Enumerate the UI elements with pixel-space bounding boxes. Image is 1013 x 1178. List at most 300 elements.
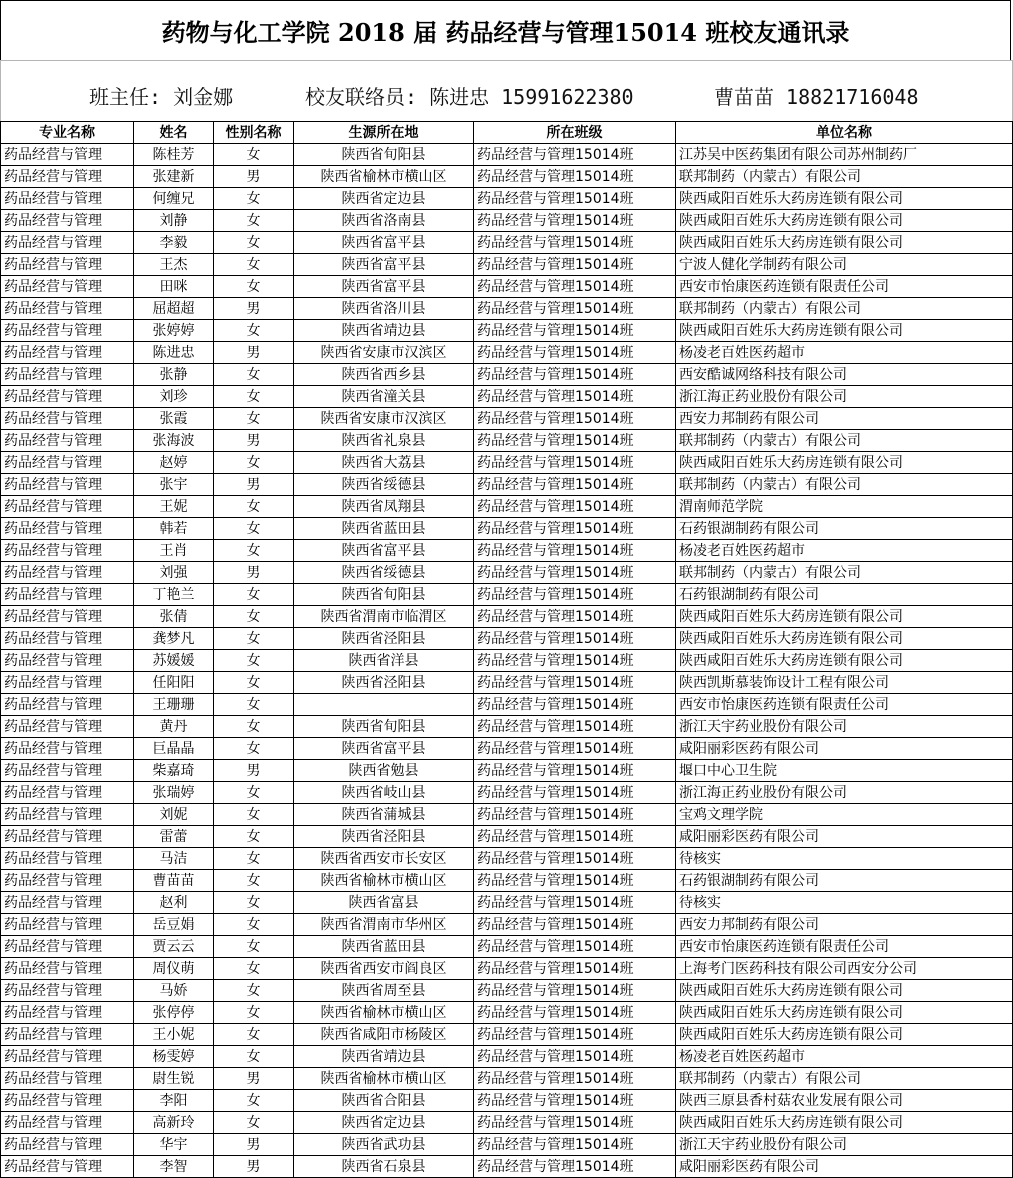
cell-name: 雷蕾 — [134, 826, 214, 848]
cell-major: 药品经营与管理 — [1, 188, 134, 210]
cell-class: 药品经营与管理15014班 — [474, 958, 676, 980]
cell-name: 龚梦凡 — [134, 628, 214, 650]
cell-gender: 女 — [214, 188, 294, 210]
cell-name: 王妮 — [134, 496, 214, 518]
cell-origin: 陕西省旬阳县 — [294, 584, 474, 606]
table-header-row — [1, 122, 1013, 144]
cell-class: 药品经营与管理15014班 — [474, 1068, 676, 1090]
table-row — [1, 870, 1013, 892]
cell-class: 药品经营与管理15014班 — [474, 738, 676, 760]
cell-major: 药品经营与管理 — [1, 1090, 134, 1112]
cell-employer: 陕西三原县香村菇农业发展有限公司 — [676, 1090, 1013, 1112]
cell-class: 药品经营与管理15014班 — [474, 1134, 676, 1156]
cell-origin — [294, 694, 474, 716]
cell-major: 药品经营与管理 — [1, 298, 134, 320]
header-gender: 性别名称 — [214, 122, 294, 144]
table-row — [1, 364, 1013, 386]
table-row — [1, 540, 1013, 562]
cell-major: 药品经营与管理 — [1, 254, 134, 276]
table-row — [1, 1046, 1013, 1068]
cell-gender: 女 — [214, 914, 294, 936]
cell-name: 周仪萌 — [134, 958, 214, 980]
cell-name: 张宇 — [134, 474, 214, 496]
cell-major: 药品经营与管理 — [1, 320, 134, 342]
table-row — [1, 408, 1013, 430]
cell-major: 药品经营与管理 — [1, 386, 134, 408]
cell-gender: 男 — [214, 166, 294, 188]
cell-major: 药品经营与管理 — [1, 518, 134, 540]
cell-origin: 陕西省石泉县 — [294, 1156, 474, 1178]
cell-class: 药品经营与管理15014班 — [474, 760, 676, 782]
cell-gender: 女 — [214, 958, 294, 980]
cell-gender: 男 — [214, 342, 294, 364]
cell-employer: 陕西咸阳百姓乐大药房连锁有限公司 — [676, 628, 1013, 650]
cell-origin: 陕西省富县 — [294, 892, 474, 914]
table-row — [1, 562, 1013, 584]
cell-name: 何缠兄 — [134, 188, 214, 210]
table-row — [1, 716, 1013, 738]
cell-name: 华宇 — [134, 1134, 214, 1156]
table-row — [1, 320, 1013, 342]
cell-employer: 宁波人健化学制药有限公司 — [676, 254, 1013, 276]
cell-origin: 陕西省合阳县 — [294, 1090, 474, 1112]
head-teacher: 班主任: 刘金娜 — [89, 85, 234, 109]
cell-employer: 待核实 — [676, 892, 1013, 914]
cell-name: 黄丹 — [134, 716, 214, 738]
cell-major: 药品经营与管理 — [1, 980, 134, 1002]
cell-employer: 陕西咸阳百姓乐大药房连锁有限公司 — [676, 650, 1013, 672]
cell-major: 药品经营与管理 — [1, 848, 134, 870]
cell-major: 药品经营与管理 — [1, 452, 134, 474]
cell-class: 药品经营与管理15014班 — [474, 1112, 676, 1134]
cell-major: 药品经营与管理 — [1, 1156, 134, 1178]
cell-major: 药品经营与管理 — [1, 210, 134, 232]
cell-name: 田咪 — [134, 276, 214, 298]
cell-name: 刘强 — [134, 562, 214, 584]
cell-gender: 女 — [214, 452, 294, 474]
table-row — [1, 496, 1013, 518]
cell-employer: 江苏吴中医药集团有限公司苏州制药厂 — [676, 144, 1013, 166]
cell-major: 药品经营与管理 — [1, 914, 134, 936]
cell-major: 药品经营与管理 — [1, 672, 134, 694]
cell-origin: 陕西省绥德县 — [294, 562, 474, 584]
cell-employer: 陕西咸阳百姓乐大药房连锁有限公司 — [676, 210, 1013, 232]
cell-origin: 陕西省富平县 — [294, 738, 474, 760]
cell-class: 药品经营与管理15014班 — [474, 1046, 676, 1068]
cell-gender: 女 — [214, 232, 294, 254]
cell-origin: 陕西省渭南市临渭区 — [294, 606, 474, 628]
cell-major: 药品经营与管理 — [1, 738, 134, 760]
cell-employer: 浙江天宇药业股份有限公司 — [676, 716, 1013, 738]
cell-gender: 女 — [214, 716, 294, 738]
cell-employer: 浙江海正药业股份有限公司 — [676, 782, 1013, 804]
cell-gender: 女 — [214, 782, 294, 804]
cell-gender: 女 — [214, 672, 294, 694]
table-row — [1, 474, 1013, 496]
table-row — [1, 804, 1013, 826]
cell-gender: 女 — [214, 804, 294, 826]
cell-name: 陈桂芳 — [134, 144, 214, 166]
cell-gender: 女 — [214, 408, 294, 430]
cell-name: 曹苗苗 — [134, 870, 214, 892]
cell-major: 药品经营与管理 — [1, 430, 134, 452]
cell-employer: 联邦制药（内蒙古）有限公司 — [676, 562, 1013, 584]
cell-origin: 陕西省勉县 — [294, 760, 474, 782]
table-row — [1, 1068, 1013, 1090]
cell-origin: 陕西省榆林市横山区 — [294, 1002, 474, 1024]
cell-major: 药品经营与管理 — [1, 364, 134, 386]
cell-origin: 陕西省旬阳县 — [294, 716, 474, 738]
cell-class: 药品经营与管理15014班 — [474, 518, 676, 540]
roster-table — [0, 121, 1013, 1178]
cell-gender: 男 — [214, 474, 294, 496]
cell-origin: 陕西省咸阳市杨陵区 — [294, 1024, 474, 1046]
cell-class: 药品经营与管理15014班 — [474, 232, 676, 254]
cell-major: 药品经营与管理 — [1, 1046, 134, 1068]
page-title: 药物与化工学院 2018 届 药品经营与管理15014 班校友通讯录 — [0, 0, 1011, 60]
cell-origin: 陕西省西安市阎良区 — [294, 958, 474, 980]
cell-gender: 女 — [214, 1002, 294, 1024]
cell-name: 柴嘉琦 — [134, 760, 214, 782]
cell-origin: 陕西省榆林市横山区 — [294, 1068, 474, 1090]
cell-gender: 女 — [214, 738, 294, 760]
table-row — [1, 584, 1013, 606]
cell-employer: 渭南师范学院 — [676, 496, 1013, 518]
cell-major: 药品经营与管理 — [1, 144, 134, 166]
cell-class: 药品经营与管理15014班 — [474, 430, 676, 452]
cell-gender: 男 — [214, 430, 294, 452]
cell-origin: 陕西省蓝田县 — [294, 518, 474, 540]
cell-employer: 西安力邦制药有限公司 — [676, 408, 1013, 430]
cell-major: 药品经营与管理 — [1, 166, 134, 188]
cell-name: 岳豆娟 — [134, 914, 214, 936]
table-row — [1, 452, 1013, 474]
cell-class: 药品经营与管理15014班 — [474, 144, 676, 166]
table-row — [1, 892, 1013, 914]
cell-major: 药品经营与管理 — [1, 1134, 134, 1156]
cell-gender: 女 — [214, 386, 294, 408]
cell-class: 药品经营与管理15014班 — [474, 782, 676, 804]
cell-employer: 西安力邦制药有限公司 — [676, 914, 1013, 936]
cell-employer: 西安市怡康医药连锁有限责任公司 — [676, 694, 1013, 716]
cell-gender: 女 — [214, 254, 294, 276]
table-row — [1, 342, 1013, 364]
table-row — [1, 1090, 1013, 1112]
cell-gender: 女 — [214, 1090, 294, 1112]
header-class: 所在班级 — [474, 122, 676, 144]
cell-gender: 女 — [214, 276, 294, 298]
cell-name: 张海波 — [134, 430, 214, 452]
cell-class: 药品经营与管理15014班 — [474, 562, 676, 584]
cell-employer: 浙江海正药业股份有限公司 — [676, 386, 1013, 408]
table-row — [1, 518, 1013, 540]
table-row — [1, 1002, 1013, 1024]
cell-class: 药品经营与管理15014班 — [474, 1156, 676, 1178]
cell-class: 药品经营与管理15014班 — [474, 804, 676, 826]
cell-origin: 陕西省西乡县 — [294, 364, 474, 386]
cell-class: 药品经营与管理15014班 — [474, 892, 676, 914]
cell-major: 药品经营与管理 — [1, 650, 134, 672]
cell-gender: 男 — [214, 1068, 294, 1090]
cell-name: 高新玲 — [134, 1112, 214, 1134]
cell-class: 药品经营与管理15014班 — [474, 848, 676, 870]
cell-employer: 陕西咸阳百姓乐大药房连锁有限公司 — [676, 320, 1013, 342]
cell-class: 药品经营与管理15014班 — [474, 584, 676, 606]
table-row — [1, 628, 1013, 650]
cell-major: 药品经营与管理 — [1, 496, 134, 518]
cell-origin: 陕西省洛南县 — [294, 210, 474, 232]
cell-class: 药品经营与管理15014班 — [474, 496, 676, 518]
cell-name: 李阳 — [134, 1090, 214, 1112]
cell-origin: 陕西省富平县 — [294, 232, 474, 254]
cell-class: 药品经营与管理15014班 — [474, 716, 676, 738]
cell-class: 药品经营与管理15014班 — [474, 672, 676, 694]
table-row — [1, 738, 1013, 760]
cell-origin: 陕西省蒲城县 — [294, 804, 474, 826]
header-origin: 生源所在地 — [294, 122, 474, 144]
cell-name: 任阳阳 — [134, 672, 214, 694]
cell-gender: 女 — [214, 694, 294, 716]
cell-major: 药品经营与管理 — [1, 628, 134, 650]
cell-class: 药品经营与管理15014班 — [474, 210, 676, 232]
table-row — [1, 1112, 1013, 1134]
cell-employer: 陕西凯斯慕装饰设计工程有限公司 — [676, 672, 1013, 694]
cell-class: 药品经营与管理15014班 — [474, 166, 676, 188]
cell-gender: 女 — [214, 606, 294, 628]
table-row — [1, 254, 1013, 276]
cell-gender: 女 — [214, 1112, 294, 1134]
cell-gender: 女 — [214, 980, 294, 1002]
cell-major: 药品经营与管理 — [1, 804, 134, 826]
cell-major: 药品经营与管理 — [1, 782, 134, 804]
cell-origin: 陕西省大荔县 — [294, 452, 474, 474]
cell-name: 张瑞婷 — [134, 782, 214, 804]
cell-class: 药品经营与管理15014班 — [474, 628, 676, 650]
table-row — [1, 144, 1013, 166]
cell-employer: 石药银湖制药有限公司 — [676, 870, 1013, 892]
table-row — [1, 386, 1013, 408]
cell-class: 药品经营与管理15014班 — [474, 474, 676, 496]
cell-major: 药品经营与管理 — [1, 760, 134, 782]
cell-origin: 陕西省富平县 — [294, 254, 474, 276]
cell-employer: 待核实 — [676, 848, 1013, 870]
contact-line — [0, 60, 1013, 121]
table-row — [1, 694, 1013, 716]
cell-class: 药品经营与管理15014班 — [474, 694, 676, 716]
cell-class: 药品经营与管理15014班 — [474, 276, 676, 298]
cell-origin: 陕西省周至县 — [294, 980, 474, 1002]
table-row — [1, 914, 1013, 936]
table-row — [1, 276, 1013, 298]
table-row — [1, 1024, 1013, 1046]
cell-class: 药品经营与管理15014班 — [474, 1002, 676, 1024]
cell-name: 赵利 — [134, 892, 214, 914]
cell-employer: 石药银湖制药有限公司 — [676, 584, 1013, 606]
cell-name: 张霞 — [134, 408, 214, 430]
cell-employer: 宝鸡文理学院 — [676, 804, 1013, 826]
cell-name: 巨晶晶 — [134, 738, 214, 760]
cell-gender: 女 — [214, 826, 294, 848]
cell-class: 药品经营与管理15014班 — [474, 870, 676, 892]
cell-employer: 石药银湖制药有限公司 — [676, 518, 1013, 540]
cell-employer: 陕西咸阳百姓乐大药房连锁有限公司 — [676, 980, 1013, 1002]
cell-origin: 陕西省凤翔县 — [294, 496, 474, 518]
cell-major: 药品经营与管理 — [1, 1002, 134, 1024]
cell-origin: 陕西省武功县 — [294, 1134, 474, 1156]
cell-class: 药品经营与管理15014班 — [474, 1024, 676, 1046]
table-row — [1, 606, 1013, 628]
table-row — [1, 848, 1013, 870]
cell-origin: 陕西省礼泉县 — [294, 430, 474, 452]
table-row — [1, 826, 1013, 848]
cell-employer: 西安市怡康医药连锁有限责任公司 — [676, 936, 1013, 958]
cell-gender: 男 — [214, 562, 294, 584]
table-row — [1, 958, 1013, 980]
alumni-liaison-2: 曹苗苗 18821716048 — [714, 85, 919, 109]
cell-name: 刘珍 — [134, 386, 214, 408]
cell-name: 刘静 — [134, 210, 214, 232]
table-row — [1, 166, 1013, 188]
cell-gender: 女 — [214, 628, 294, 650]
cell-origin: 陕西省旬阳县 — [294, 144, 474, 166]
cell-class: 药品经营与管理15014班 — [474, 936, 676, 958]
cell-name: 张倩 — [134, 606, 214, 628]
cell-origin: 陕西省富平县 — [294, 540, 474, 562]
cell-origin: 陕西省泾阳县 — [294, 628, 474, 650]
cell-major: 药品经营与管理 — [1, 1068, 134, 1090]
cell-name: 屈超超 — [134, 298, 214, 320]
cell-gender: 女 — [214, 650, 294, 672]
cell-name: 王小妮 — [134, 1024, 214, 1046]
cell-employer: 陕西咸阳百姓乐大药房连锁有限公司 — [676, 452, 1013, 474]
table-body — [1, 144, 1013, 1178]
cell-employer: 陕西咸阳百姓乐大药房连锁有限公司 — [676, 188, 1013, 210]
cell-origin: 陕西省安康市汉滨区 — [294, 408, 474, 430]
cell-class: 药品经营与管理15014班 — [474, 188, 676, 210]
cell-origin: 陕西省安康市汉滨区 — [294, 342, 474, 364]
cell-employer: 咸阳丽彩医药有限公司 — [676, 1156, 1013, 1178]
cell-employer: 陕西咸阳百姓乐大药房连锁有限公司 — [676, 1024, 1013, 1046]
cell-major: 药品经营与管理 — [1, 540, 134, 562]
cell-major: 药品经营与管理 — [1, 958, 134, 980]
cell-employer: 杨凌老百姓医药超市 — [676, 1046, 1013, 1068]
header-name: 姓名 — [134, 122, 214, 144]
cell-major: 药品经营与管理 — [1, 716, 134, 738]
cell-employer: 陕西咸阳百姓乐大药房连锁有限公司 — [676, 1112, 1013, 1134]
cell-employer: 咸阳丽彩医药有限公司 — [676, 826, 1013, 848]
cell-gender: 女 — [214, 144, 294, 166]
cell-name: 马洁 — [134, 848, 214, 870]
cell-origin: 陕西省洋县 — [294, 650, 474, 672]
cell-major: 药品经营与管理 — [1, 892, 134, 914]
table-row — [1, 1156, 1013, 1178]
cell-major: 药品经营与管理 — [1, 342, 134, 364]
cell-class: 药品经营与管理15014班 — [474, 408, 676, 430]
cell-class: 药品经营与管理15014班 — [474, 826, 676, 848]
cell-gender: 女 — [214, 848, 294, 870]
cell-employer: 杨凌老百姓医药超市 — [676, 540, 1013, 562]
cell-major: 药品经营与管理 — [1, 1112, 134, 1134]
cell-origin: 陕西省靖边县 — [294, 320, 474, 342]
table-row — [1, 430, 1013, 452]
cell-gender: 女 — [214, 518, 294, 540]
header-employer: 单位名称 — [676, 122, 1013, 144]
table-row — [1, 760, 1013, 782]
cell-employer: 堰口中心卫生院 — [676, 760, 1013, 782]
cell-class: 药品经营与管理15014班 — [474, 914, 676, 936]
cell-class: 药品经营与管理15014班 — [474, 452, 676, 474]
cell-name: 王珊珊 — [134, 694, 214, 716]
cell-class: 药品经营与管理15014班 — [474, 1090, 676, 1112]
cell-class: 药品经营与管理15014班 — [474, 980, 676, 1002]
table-row — [1, 1134, 1013, 1156]
cell-origin: 陕西省蓝田县 — [294, 936, 474, 958]
cell-class: 药品经营与管理15014班 — [474, 540, 676, 562]
cell-class: 药品经营与管理15014班 — [474, 606, 676, 628]
cell-employer: 西安市怡康医药连锁有限责任公司 — [676, 276, 1013, 298]
cell-origin: 陕西省靖边县 — [294, 1046, 474, 1068]
cell-major: 药品经营与管理 — [1, 1024, 134, 1046]
cell-major: 药品经营与管理 — [1, 584, 134, 606]
cell-gender: 女 — [214, 892, 294, 914]
cell-origin: 陕西省榆林市横山区 — [294, 166, 474, 188]
cell-gender: 女 — [214, 496, 294, 518]
cell-name: 王肖 — [134, 540, 214, 562]
cell-major: 药品经营与管理 — [1, 562, 134, 584]
cell-major: 药品经营与管理 — [1, 232, 134, 254]
cell-employer: 联邦制药（内蒙古）有限公司 — [676, 166, 1013, 188]
cell-name: 张建新 — [134, 166, 214, 188]
cell-employer: 杨凌老百姓医药超市 — [676, 342, 1013, 364]
cell-name: 刘妮 — [134, 804, 214, 826]
cell-name: 赵婷 — [134, 452, 214, 474]
cell-major: 药品经营与管理 — [1, 694, 134, 716]
cell-origin: 陕西省岐山县 — [294, 782, 474, 804]
cell-name: 张婷婷 — [134, 320, 214, 342]
cell-gender: 女 — [214, 936, 294, 958]
cell-employer: 联邦制药（内蒙古）有限公司 — [676, 298, 1013, 320]
cell-major: 药品经营与管理 — [1, 606, 134, 628]
cell-class: 药品经营与管理15014班 — [474, 254, 676, 276]
cell-employer: 陕西咸阳百姓乐大药房连锁有限公司 — [676, 232, 1013, 254]
header-major: 专业名称 — [1, 122, 134, 144]
cell-gender: 女 — [214, 870, 294, 892]
cell-class: 药品经营与管理15014班 — [474, 364, 676, 386]
cell-name: 马娇 — [134, 980, 214, 1002]
cell-name: 尉生锐 — [134, 1068, 214, 1090]
cell-name: 韩若 — [134, 518, 214, 540]
cell-gender: 女 — [214, 540, 294, 562]
cell-name: 李智 — [134, 1156, 214, 1178]
table-row — [1, 782, 1013, 804]
cell-origin: 陕西省渭南市华州区 — [294, 914, 474, 936]
cell-name: 王杰 — [134, 254, 214, 276]
cell-major: 药品经营与管理 — [1, 276, 134, 298]
cell-name: 丁艳兰 — [134, 584, 214, 606]
cell-gender: 男 — [214, 760, 294, 782]
table-row — [1, 210, 1013, 232]
table-row — [1, 298, 1013, 320]
cell-gender: 女 — [214, 584, 294, 606]
cell-name: 张静 — [134, 364, 214, 386]
table-row — [1, 650, 1013, 672]
cell-major: 药品经营与管理 — [1, 936, 134, 958]
cell-employer: 西安酷诚网络科技有限公司 — [676, 364, 1013, 386]
cell-gender: 女 — [214, 1046, 294, 1068]
cell-employer: 联邦制药（内蒙古）有限公司 — [676, 1068, 1013, 1090]
cell-name: 张停停 — [134, 1002, 214, 1024]
cell-major: 药品经营与管理 — [1, 826, 134, 848]
